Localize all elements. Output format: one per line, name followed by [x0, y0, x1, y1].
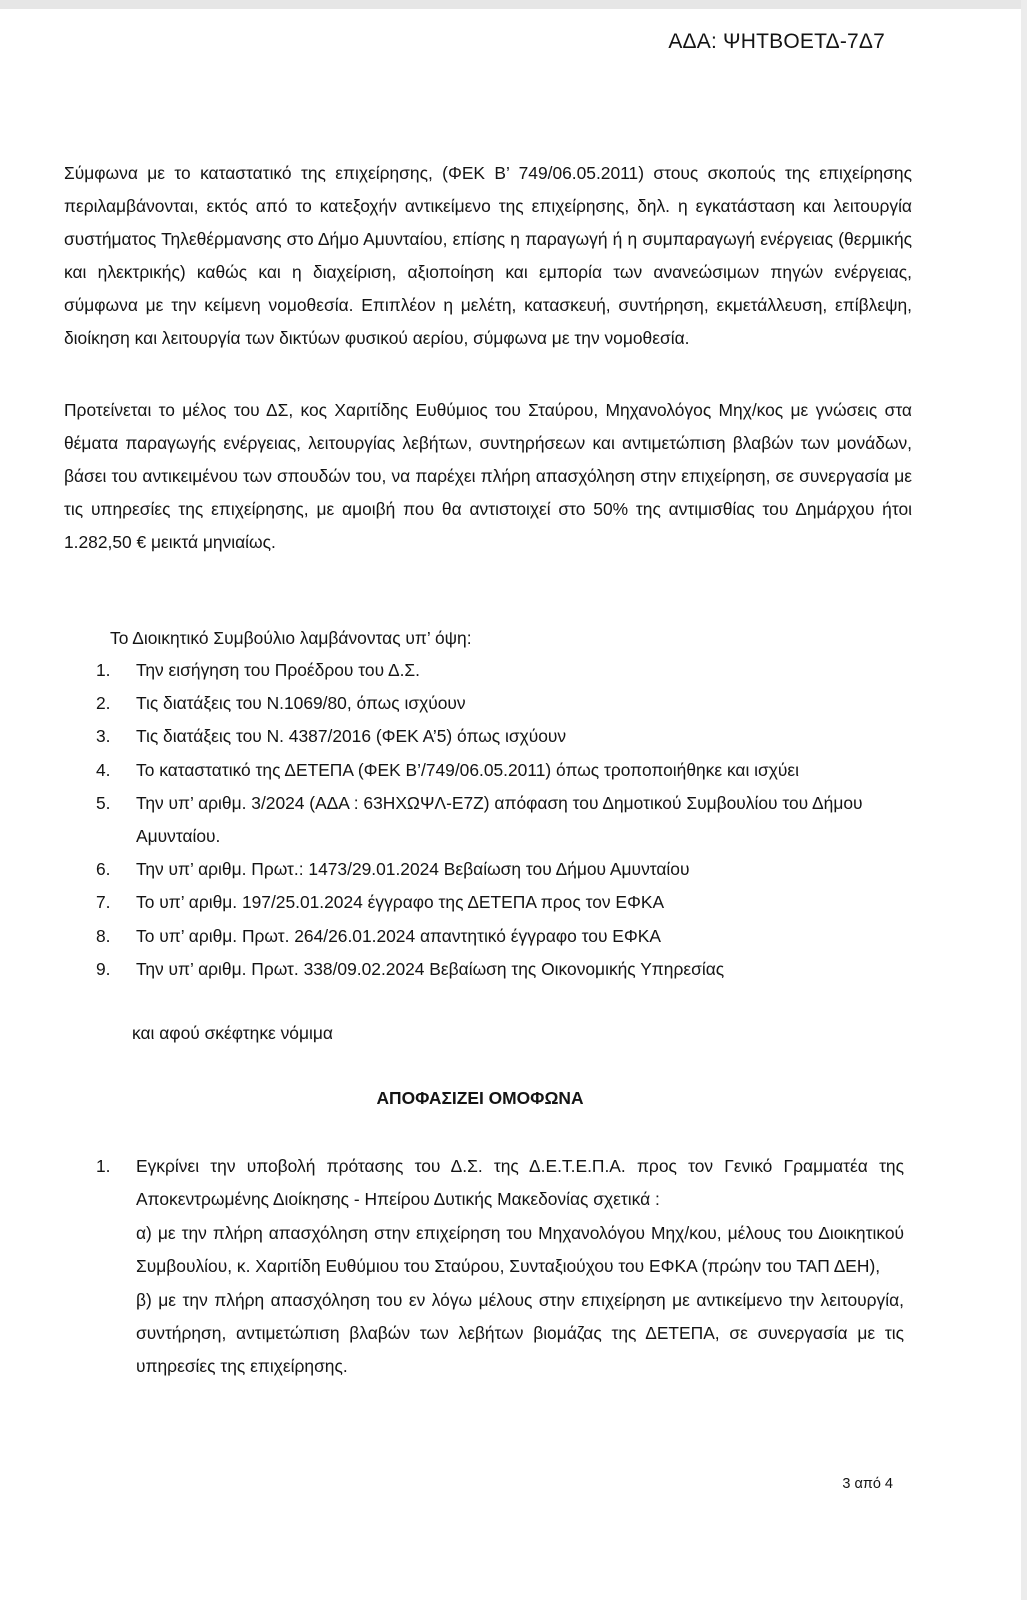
- document-ada-code: ΑΔΑ: ΨΗΤΒΟΕΤΔ-7Δ7: [668, 30, 885, 53]
- decision-heading: ΑΠΟΦΑΣΙΖΕΙ ΟΜΟΦΩΝΑ: [376, 1088, 584, 1108]
- board-intro: Το Διοικητικό Συμβούλιο λαμβάνοντας υπ’ όψη:: [110, 628, 472, 648]
- list-item: 8. Το υπ’ αριθμ. Πρωτ. 264/26.01.2024 απαντητικό έγγραφο του ΕΦΚΑ: [96, 925, 661, 946]
- list-item: 6. Την υπ’ αριθμ. Πρωτ.: 1473/29.01.2024 Βεβαίωση του Δήμου Αμυνταίου: [96, 859, 690, 880]
- considerations-list: [92, 654, 922, 986]
- page-number: 3 από 4: [842, 1476, 893, 1492]
- decision-lead: Εγκρίνει την υποβολή πρότασης του Δ.Σ. της Δ.Ε.Τ.Ε.Π.Α. προς τον Γενικό Γραμματέα της Αποκεντρωμένης Διοίκησης - Ηπείρου Δυτικής Μακεδονίας σχετικά :: [136, 1156, 904, 1210]
- reasoning-line: και αφού σκέφτηκε νόμιμα: [132, 1023, 333, 1043]
- list-item: 2. Τις διατάξεις του Ν.1069/80, όπως ισχύουν: [96, 693, 466, 714]
- decision-point-b: β) με την πλήρη απασχόληση του εν λόγω μέλους στην επιχείρηση με αντικείμενο την λειτουργία, συντήρηση, αντιμετώπιση βλαβών των λεβήτων βιομάζας της ΔΕΤΕΠΑ, σε συνεργασία με τις υπηρεσίες της επιχείρησης.: [136, 1289, 904, 1377]
- decision-item: [92, 1150, 904, 1384]
- list-item: 4. Το καταστατικό της ΔΕΤΕΠΑ (ΦΕΚ Β’/749/06.05.2011) όπως τροποποιήθηκε και ισχύει: [96, 759, 800, 780]
- statute-paragraph: Σύμφωνα με το καταστατικό της επιχείρησης, (ΦΕΚ Β’ 749/06.05.2011) στους σκοπούς της επιχείρησης περιλαμβάνονται, εκτός από το κατεξοχήν αντικείμενο της επιχείρησης, δηλ. η εγκατάσταση και λειτουργία συστήματος Τηλεθέρμανσης στο Δήμο Αμυνταίου, επίσης η παραγωγή ή η συμπαραγωγή ενέργειας (θερμικής και ηλεκτρικής) καθώς και η διαχείριση, αξιοποίηση και εμπορία των ανανεώσιμων πηγών ενέργειας, σύμφωνα με την κείμενη νομοθεσία. Επιπλέον η μελέτη, κατασκευή, συντήρηση, εκμετάλλευση, επίβλεψη, διοίκηση και λειτουργία των δικτύων φυσικού αερίου, σύμφωνα με την νομοθεσία.: [64, 163, 912, 348]
- list-item: 7. Το υπ’ αριθμ. 197/25.01.2024 έγγραφο της ΔΕΤΕΠΑ προς τον ΕΦΚΑ: [96, 892, 665, 913]
- proposal-paragraph: Προτείνεται το μέλος του ΔΣ, κος Χαριτίδης Ευθύμιος του Σταύρου, Μηχανολόγος Μηχ/κος με γνώσεις στα θέματα παραγωγής ενέργειας, λειτουργίας λεβήτων, συντηρήσεων και αντιμετώπιση βλαβών των μονάδων, βάσει του αντικειμένου των σπουδών του, να παρέχει πλήρη απασχόληση στην επιχείρηση, σε συνεργασία με τις υπηρεσίες της επιχείρησης, με αμοιβή που θα αντιστοιχεί στο 50% της αντιμισθίας του Δημάρχου ήτοι 1.282,50 € μεικτά μηνιαίως.: [64, 400, 912, 552]
- decision-item-number: 1.: [96, 1156, 111, 1176]
- decision-item-body: [136, 1150, 904, 1384]
- decision-list: [92, 1150, 904, 1384]
- list-item: 5. Την υπ’ αριθμ. 3/2024 (ΑΔΑ : 63ΗΧΩΨΛ-Ε7Ζ) απόφαση του Δημοτικού Συμβουλίου του Δήμου Αμυνταίου.: [96, 792, 863, 847]
- top-scan-strip: [0, 0, 1027, 9]
- list-item: 3. Τις διατάξεις του Ν. 4387/2016 (ΦΕΚ Α’5) όπως ισχύουν: [96, 726, 567, 747]
- decision-point-a: α) με την πλήρη απασχόληση στην επιχείρηση του Μηχανολόγου Μηχ/κου, μέλους του Διοικητικού Συμβουλίου, κ. Χαριτίδη Ευθύμιου του Σταύρου, Συνταξιούχου του ΕΦΚΑ (πρώην του ΤΑΠ ΔΕΗ),: [136, 1222, 904, 1277]
- right-scan-edge: [1021, 0, 1027, 1600]
- list-item: 9. Την υπ’ αριθμ. Πρωτ. 338/09.02.2024 Βεβαίωση της Οικονομικής Υπηρεσίας: [96, 958, 725, 979]
- list-item: 1. Την εισήγηση του Προέδρου του Δ.Σ.: [96, 660, 420, 680]
